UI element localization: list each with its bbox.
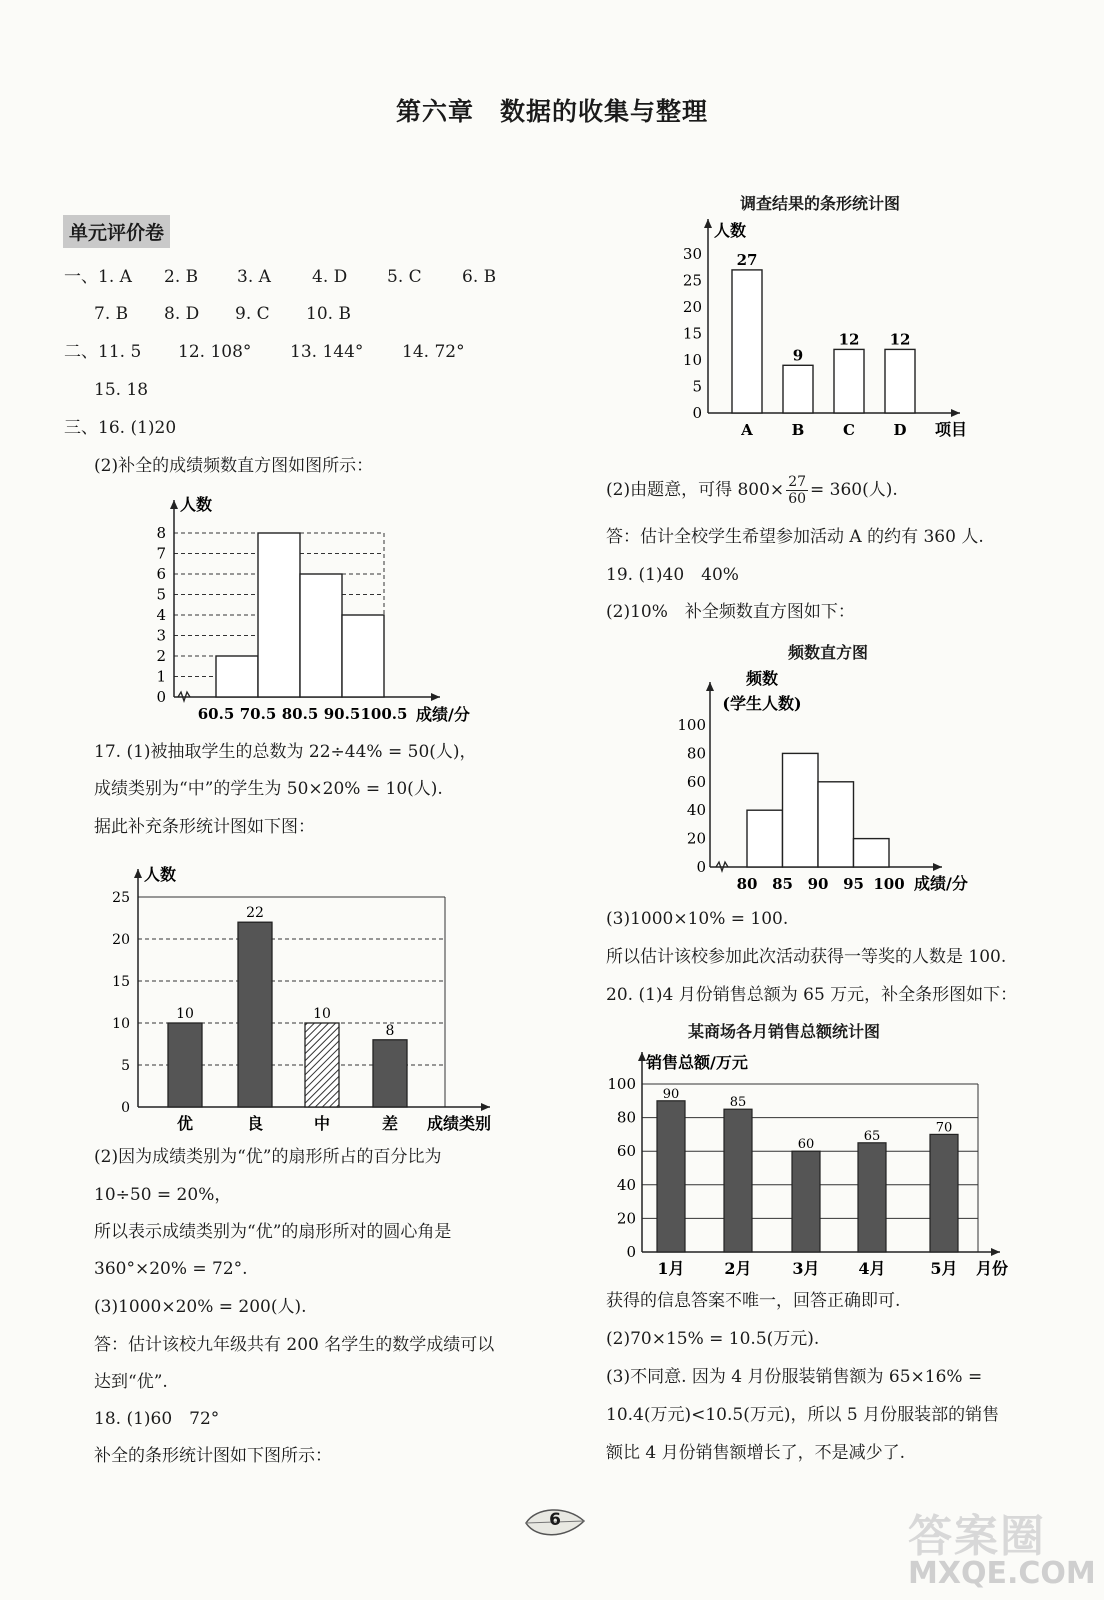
y-axis-label: 人数 (144, 865, 177, 884)
bar (930, 1134, 958, 1252)
bar-chart-q17 (100, 862, 520, 1142)
x-tick-label: 4月 (858, 1259, 886, 1278)
x-tick-label: D (893, 421, 907, 439)
y-tick-label: 30 (682, 245, 702, 263)
y-tick-label: 25 (682, 271, 702, 290)
answer-q7: 7. B (94, 304, 129, 324)
bar-chart-q18 (670, 215, 990, 445)
y-tick-label: 10 (112, 1016, 130, 1032)
chart-title-q20: 某商场各月销售总额统计图 (688, 1022, 881, 1041)
answer-q17-10: 达到“优”. (94, 1372, 168, 1392)
answer-q20-3: (2)70×15% = 10.5(万元). (606, 1329, 820, 1349)
answer-q17-9: 答：估计该校九年级共有 200 名学生的数学成绩可以 (94, 1335, 495, 1355)
answer-q18-4: 答：估计全校学生希望参加活动 A 的约有 360 人. (606, 527, 984, 547)
x-tick-label: C (843, 421, 855, 439)
answer-q19-3: (3)1000×10% = 100. (606, 909, 789, 929)
y-axis-arrow (170, 500, 178, 509)
y-tick-label: 5 (121, 1058, 130, 1074)
bar (885, 349, 915, 413)
y-tick-label: 5 (692, 377, 702, 396)
x-tick-label: 80 (736, 875, 758, 893)
answer-q15: 15. 18 (94, 380, 149, 400)
data-label: 10 (176, 1006, 194, 1022)
histogram-bar (342, 615, 384, 697)
answer-q10: 10. B (306, 304, 351, 324)
y-tick-label: 2 (156, 647, 166, 665)
x-tick-label: 100 (873, 875, 905, 893)
fraction: $\frac{27}{60}$ (788, 474, 807, 507)
y-axis-arrow (638, 1052, 646, 1061)
y-axis-label: 销售总额/万元 (646, 1053, 748, 1072)
answer-q19-2: (2)10% 补全频数直方图如下： (606, 602, 855, 622)
x-axis-arrow (431, 693, 440, 701)
histogram-q19 (670, 662, 990, 902)
y-tick-label: 80 (616, 1108, 636, 1127)
y-axis-label: 频数 (745, 669, 779, 688)
answer-q1: 一、1. A (64, 267, 132, 287)
data-label: 10 (313, 1006, 331, 1022)
y-tick-label: 1 (156, 667, 166, 686)
answer-q20-2: 获得的信息答案不唯一，回答正确即可. (606, 1291, 901, 1311)
x-axis-arrow (481, 1103, 490, 1111)
answer-q20-4: (3)不同意. 因为 4 月份服装销售额为 65×16% = (606, 1367, 983, 1387)
bar (834, 349, 864, 413)
x-axis-label: 项目 (935, 420, 968, 439)
y-tick-label: 25 (112, 890, 130, 906)
answer-q17-5: 10÷50 = 20%， (94, 1185, 232, 1205)
x-tick-label: 中 (313, 1114, 331, 1133)
x-tick-label: 100.5 (360, 705, 408, 723)
y-tick-label: 4 (156, 606, 166, 624)
data-label: 65 (863, 1128, 881, 1144)
data-label: 12 (889, 330, 911, 349)
data-label: 70 (935, 1120, 953, 1136)
data-label: 8 (385, 1022, 395, 1039)
histogram-bar (818, 782, 854, 867)
answer-q17-6: 所以表示成绩类别为“优”的扇形所对的圆心角是 (94, 1222, 452, 1242)
x-axis-label: 成绩/分 (914, 874, 968, 893)
answer-q18-2: 补全的条形统计图如下图所示： (94, 1446, 332, 1466)
bar (305, 1023, 339, 1107)
histogram-bar (747, 810, 783, 867)
answer-q17-7: 360°×20% = 72°. (94, 1259, 248, 1279)
x-tick-label: 5月 (930, 1259, 958, 1278)
y-tick-label: 100 (607, 1075, 636, 1093)
bar (732, 270, 762, 413)
bar (858, 1143, 886, 1252)
answer-q12: 12. 108° (178, 342, 252, 362)
watermark: 答案圈 MXQE.COM (908, 1511, 1096, 1591)
answer-q11: 二、11. 5 (64, 342, 142, 362)
answer-q3: 3. A (237, 267, 271, 287)
y-tick-label: 20 (616, 1209, 636, 1228)
y-axis-label: 人数 (180, 495, 213, 514)
x-axis-label: 成绩类别 (427, 1114, 492, 1133)
bar (783, 365, 813, 413)
y-tick-label: 3 (156, 626, 166, 645)
x-tick-label: 优 (176, 1114, 194, 1133)
y-tick-label: 0 (696, 858, 706, 876)
chart-title-q18: 调查结果的条形统计图 (740, 194, 901, 213)
x-axis-label: 成绩/分 (416, 705, 470, 724)
page-title: 第六章 数据的收集与整理 (395, 97, 708, 126)
x-tick-label: 1月 (657, 1259, 685, 1278)
answer-q18-3: (2)由题意，可得 800× $\frac{27}{60}$ = 360(人). (606, 474, 898, 507)
histogram-bar (258, 533, 300, 697)
x-tick-label: 差 (381, 1114, 399, 1133)
answer-q17-2: 成绩类别为“中”的学生为 50×20% = 10(人). (94, 779, 443, 799)
answer-q9: 9. C (235, 304, 270, 324)
answer-q18-1: 18. (1)60 72° (94, 1409, 220, 1429)
x-tick-label: 良 (246, 1114, 264, 1133)
histogram-bar (854, 839, 890, 867)
answer-q20-1: 20. (1)4 月份销售总额为 65 万元，补全条形图如下： (606, 985, 1018, 1005)
histogram-bar (783, 753, 819, 867)
y-tick-label: 20 (682, 298, 702, 316)
answer-q19-4: 所以估计该校参加此次活动获得一等奖的人数是 100. (606, 947, 1007, 967)
x-axis-arrow (933, 863, 942, 871)
x-tick-label: 95 (843, 875, 864, 893)
y-axis-arrow (704, 219, 712, 228)
answer-q13: 13. 144° (290, 342, 364, 362)
y-axis-arrow (706, 682, 714, 691)
answer-q14: 14. 72° (402, 342, 465, 362)
histogram-bar (300, 574, 342, 697)
data-label: 60 (797, 1137, 815, 1153)
answer-q20-6: 额比 4 月份销售额增长了，不是减少了. (606, 1443, 906, 1463)
y-tick-label: 40 (686, 801, 706, 820)
answer-q17-8: (3)1000×20% = 200(人). (94, 1297, 307, 1317)
answer-q6: 6. B (462, 267, 497, 287)
x-tick-label: 85 (772, 875, 793, 893)
page-number: 6 (549, 1510, 561, 1530)
answer-q8: 8. D (164, 304, 200, 324)
x-axis-arrow (951, 409, 960, 417)
y-tick-label: 5 (156, 585, 166, 604)
y-tick-label: 6 (156, 565, 166, 583)
y-tick-label: 20 (686, 829, 706, 848)
y-tick-label: 60 (616, 1142, 636, 1161)
y-tick-label: 15 (682, 324, 702, 343)
answer-q5: 5. C (387, 267, 422, 287)
y-tick-label: 80 (686, 744, 706, 763)
y-axis-label: 人数 (714, 221, 747, 240)
x-tick-label: A (741, 421, 753, 439)
y-tick-label: 40 (616, 1175, 636, 1194)
x-tick-label: 2月 (724, 1259, 752, 1278)
answer-q2: 2. B (164, 267, 199, 287)
x-tick-label: 80.5 (281, 705, 319, 723)
data-label: 90 (662, 1086, 680, 1102)
answer-q19-1: 19. (1)40 40% (606, 565, 739, 585)
data-label: 27 (736, 250, 758, 269)
y-tick-label: 100 (677, 716, 706, 734)
y-tick-label: 10 (682, 351, 702, 369)
answer-q17-3: 据此补充条形统计图如下图： (94, 817, 315, 837)
y-tick-label: 0 (121, 1100, 130, 1116)
answer-q17-1: 17. (1)被抽取学生的总数为 22÷44% = 50(人)， (94, 742, 477, 762)
data-label: 12 (838, 330, 860, 349)
y-tick-label: 0 (156, 688, 166, 706)
y-tick-label: 15 (112, 974, 130, 990)
data-label: 22 (246, 905, 264, 922)
bar (792, 1151, 820, 1252)
y-tick-label: 0 (626, 1243, 636, 1261)
y-tick-label: 8 (156, 524, 166, 542)
y-tick-label: 20 (112, 932, 130, 948)
x-tick-label: 60.5 (197, 705, 235, 723)
y-axis-sublabel: (学生人数) (722, 694, 802, 713)
x-tick-label: 90 (807, 875, 829, 893)
histogram-q16 (140, 490, 490, 730)
y-tick-label: 60 (686, 772, 706, 791)
x-tick-label: 3月 (792, 1259, 820, 1278)
y-axis-arrow (134, 869, 142, 878)
bar (657, 1101, 685, 1252)
bar-chart-q20 (598, 1048, 1028, 1283)
data-label: 9 (792, 346, 804, 365)
answer-q16-1: 三、16. (1)20 (64, 418, 177, 438)
y-tick-label: 0 (692, 404, 702, 422)
bar (168, 1023, 202, 1107)
y-tick-label: 7 (156, 544, 166, 563)
answer-q16-2: (2)补全的成绩频数直方图如图所示： (94, 456, 374, 476)
bar (238, 922, 272, 1107)
chart-title-q19: 频数直方图 (788, 643, 869, 662)
answer-q20-5: 10.4(万元)<10.5(万元)，所以 5 月份服装部的销售 (606, 1405, 1000, 1425)
bar (373, 1040, 407, 1107)
x-tick-label: 90.5 (323, 705, 361, 723)
answer-q17-4: (2)因为成绩类别为“优”的扇形所占的百分比为 (94, 1147, 442, 1167)
x-tick-label: 70.5 (239, 705, 277, 723)
data-label: 85 (729, 1095, 747, 1111)
answer-q4: 4. D (312, 267, 348, 287)
x-axis-arrow (991, 1248, 1000, 1256)
x-axis-label: 月份 (976, 1259, 1009, 1278)
bar (724, 1109, 752, 1252)
histogram-bar (216, 656, 258, 697)
x-tick-label: B (791, 421, 805, 439)
section-tag: 单元评价卷 (63, 215, 170, 248)
